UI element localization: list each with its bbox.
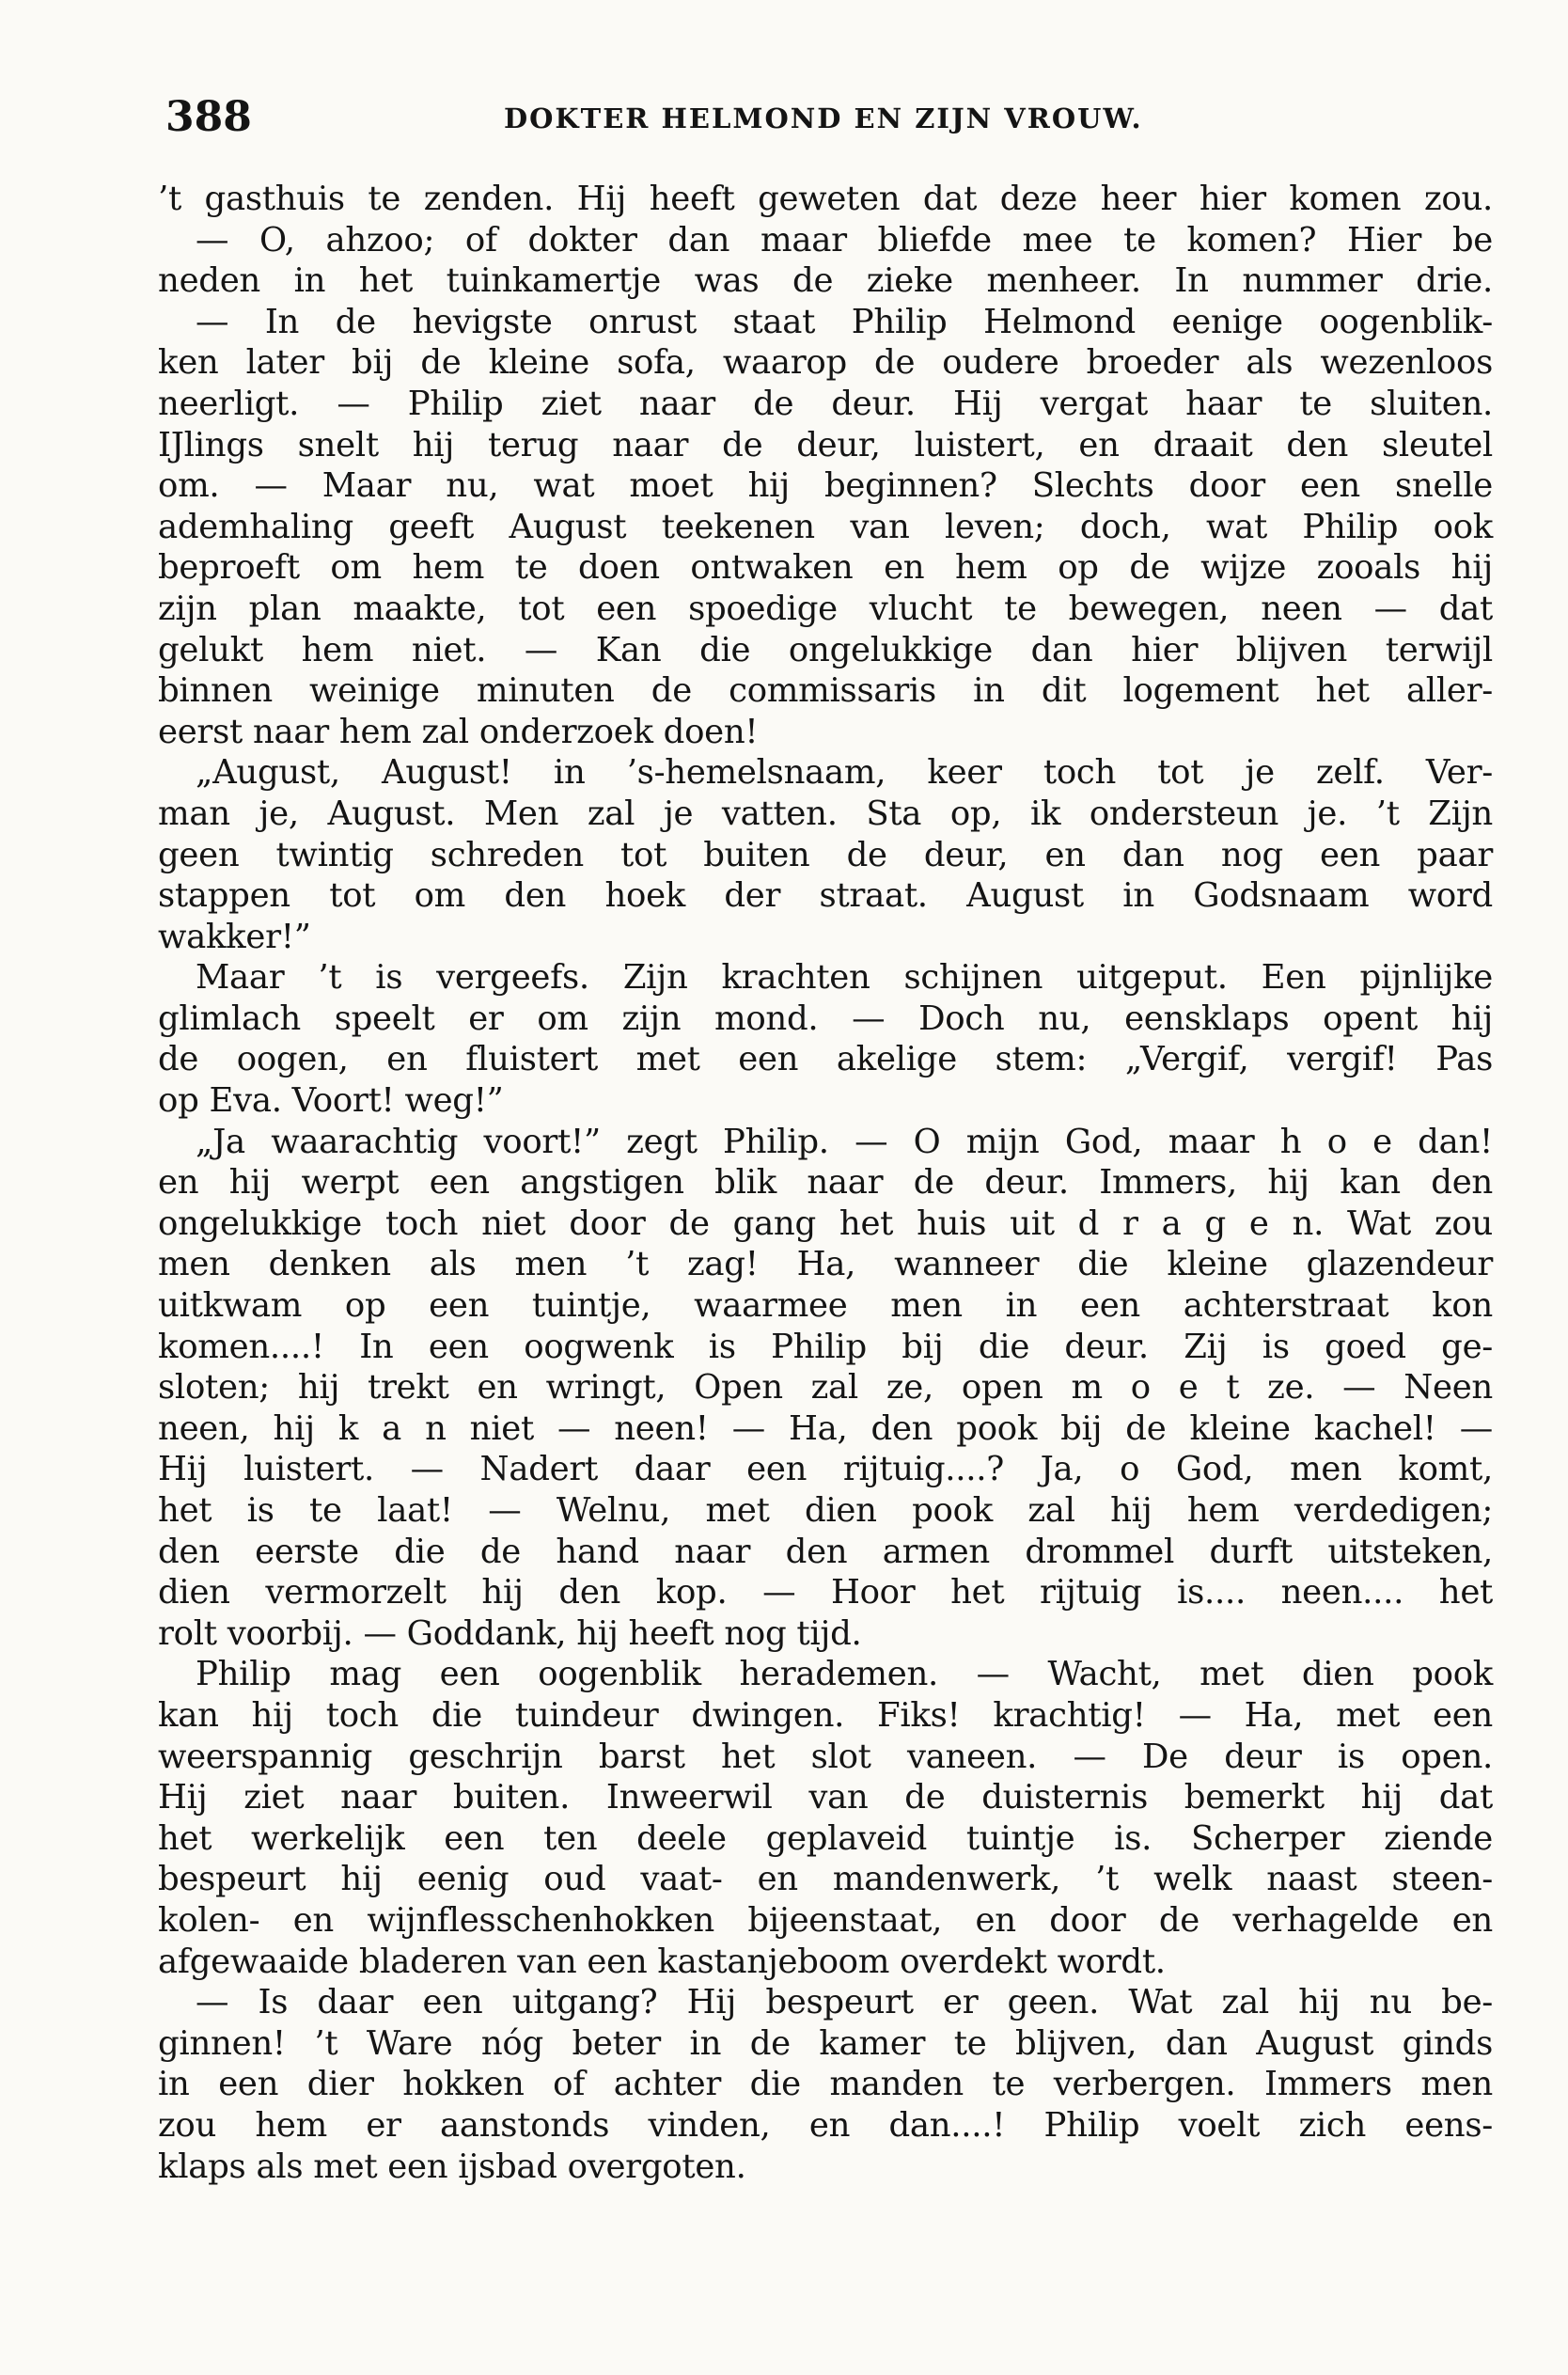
page-number: 388 [165, 93, 252, 141]
text-line: men denken als men ’t zag! Ha, wanneer die kleine glazendeur [158, 1245, 1493, 1284]
text-line: bespeurt hij eenig oud vaat- en mandenwerk, ’t welk naast steen- [158, 1860, 1493, 1899]
text-line: — O, ahzoo; of dokter dan maar bliefde mee te komen? Hier be [196, 220, 1493, 260]
text-line: dien vermorzelt hij den kop. — Hoor het rijtuig is.... neen.... het [158, 1573, 1493, 1612]
text-line: gelukt hem niet. — Kan die ongelukkige dan hier blijven terwijl [158, 630, 1493, 669]
text-line: het is te laat! — Welnu, met dien pook zal hij hem verdedigen; [158, 1491, 1493, 1530]
text-line: afgewaaide bladeren van een kastanjeboom overdekt wordt. [158, 1942, 1166, 1981]
text-line: het werkelijk een ten deele geplaveid tuintje is. Scherper ziende [158, 1818, 1493, 1858]
text-line: in een dier hokken of achter die manden te verbergen. Immers men [158, 2065, 1493, 2104]
text-line: eerst naar hem zal onderzoek doen! [158, 712, 759, 751]
text-line: kan hij toch die tuindeur dwingen. Fiks! krachtig! — Ha, met een [158, 1695, 1493, 1735]
text-line: Hij luistert. — Nadert daar een rijtuig....? Ja, o God, men komt, [158, 1450, 1493, 1489]
text-line: „August, August! in ’s-hemelsnaam, keer toch tot je zelf. Ver- [196, 753, 1493, 793]
text-line: neen, hij k a n niet — neen! — Ha, den pook bij de kleine kachel! — [158, 1408, 1493, 1448]
text-line: sloten; hij trekt en wringt, Open zal ze, open m o e t ze. — Neen [158, 1368, 1493, 1408]
text-line: — In de hevigste onrust staat Philip Helmond eenige oogenblik- [196, 302, 1493, 341]
text-line: binnen weinige minuten de commissaris in dit logement het aller- [158, 671, 1493, 711]
text-line: ademhaling geeft August teekenen van leven; doch, wat Philip ook [158, 507, 1493, 546]
text-line: geen twintig schreden tot buiten de deur, en dan nog een paar [158, 835, 1493, 874]
text-line: rolt voorbij. — Goddank, hij heeft nog tijd. [158, 1613, 862, 1653]
text-line: ken later bij de kleine sofa, waarop de oudere broeder als wezenloos [158, 343, 1493, 383]
text-line: — Is daar een uitgang? Hij bespeurt er geen. Wat zal hij nu be- [196, 1983, 1493, 2022]
text-line: zijn plan maakte, tot een spoedige vlucht te bewegen, neen — dat [158, 589, 1493, 628]
text-line: klaps als met een ijsbad overgoten. [158, 2147, 746, 2186]
text-line: weerspannig geschrijn barst het slot vaneen. — De deur is open. [158, 1737, 1493, 1776]
text-line: komen....! In een oogwenk is Philip bij die deur. Zij is goed ge- [158, 1327, 1493, 1366]
text-line: kolen- en wijnflesschenhokken bijeenstaat, en door de verhagelde en [158, 1900, 1493, 1940]
text-line: om. — Maar nu, wat moet hij beginnen? Slechts door een snelle [158, 466, 1493, 506]
text-line: „Ja waarachtig voort!” zegt Philip. — O mijn God, maar h o e dan! [196, 1122, 1493, 1161]
body-text [158, 179, 1493, 2187]
running-title: DOKTER HELMOND EN ZIJN VROUW. [504, 102, 1143, 134]
text-line: uitkwam op een tuintje, waarmee men in een achterstraat kon [158, 1286, 1493, 1326]
text-line: ginnen! ’t Ware nóg beter in de kamer te blijven, dan August ginds [158, 2023, 1493, 2063]
text-line: neden in het tuinkamertje was de zieke menheer. In nummer drie. [158, 261, 1493, 301]
text-line: beproeft om hem te doen ontwaken en hem op de wijze zooals hij [158, 548, 1493, 588]
text-line: Maar ’t is vergeefs. Zijn krachten schijnen uitgeput. Een pijnlijke [196, 958, 1493, 998]
text-line: en hij werpt een angstigen blik naar de deur. Immers, hij kan den [158, 1163, 1493, 1203]
text-line: ongelukkige toch niet door de gang het huis uit d r a g e n. Wat zou [158, 1203, 1493, 1243]
text-line: IJlings snelt hij terug naar de deur, luistert, en draait den sleutel [158, 425, 1493, 464]
text-line: man je, August. Men zal je vatten. Sta op, ik ondersteun je. ’t Zijn [158, 794, 1493, 833]
text-line: wakker!” [158, 917, 311, 956]
text-line: stappen tot om den hoek der straat. August in Godsnaam word [158, 876, 1493, 916]
text-line: op Eva. Voort! weg!” [158, 1081, 504, 1121]
page-header [165, 89, 1491, 146]
text-line: zou hem er aanstonds vinden, en dan....! Philip voelt zich eens- [158, 2105, 1493, 2145]
text-line: glimlach speelt er om zijn mond. — Doch nu, eensklaps opent hij [158, 999, 1493, 1038]
text-line: neerligt. — Philip ziet naar de deur. Hij vergat haar te sluiten. [158, 384, 1493, 423]
text-line: den eerste die de hand naar den armen drommel durft uitsteken, [158, 1532, 1493, 1571]
text-line: Philip mag een oogenblik herademen. — Wacht, met dien pook [196, 1655, 1493, 1694]
text-line: de oogen, en fluistert met een akelige stem: „Vergif, vergif! Pas [158, 1040, 1493, 1079]
text-line: Hij ziet naar buiten. Inweerwil van de duisternis bemerkt hij dat [158, 1778, 1493, 1817]
text-line: ’t gasthuis te zenden. Hij heeft geweten dat deze heer hier komen zou. [158, 180, 1493, 218]
